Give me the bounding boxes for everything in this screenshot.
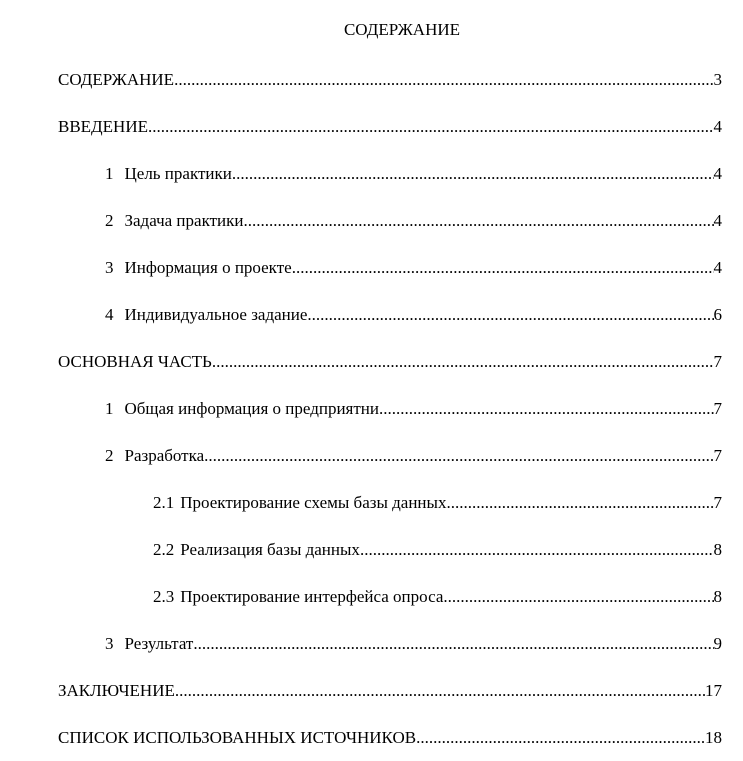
toc-entry-number: 3 xyxy=(105,258,114,278)
toc-entry-page: 8 xyxy=(713,587,722,607)
toc-entry-label: Результат xyxy=(124,634,194,654)
toc-entry-number: 1 xyxy=(105,399,114,419)
toc-entry xyxy=(58,620,722,667)
toc-entry-page: 7 xyxy=(713,493,722,513)
toc-entry-number: 2 xyxy=(105,446,114,466)
toc-entry-page: 4 xyxy=(713,164,722,184)
toc-entry xyxy=(58,197,722,244)
toc-entry-label: Индивидуальное задание xyxy=(124,305,308,325)
toc-entry xyxy=(58,385,722,432)
toc-entry xyxy=(58,526,722,573)
toc-leader-dots xyxy=(193,620,713,667)
toc-entry-label: Информация о проекте xyxy=(124,258,292,278)
toc-list xyxy=(58,56,722,761)
toc-entry xyxy=(58,432,722,479)
toc-entry-page: 4 xyxy=(713,211,722,231)
toc-leader-dots xyxy=(204,432,713,479)
toc-entry-label: СПИСОК ИСПОЛЬЗОВАННЫХ ИСТОЧНИКОВ xyxy=(58,728,417,748)
toc-leader-dots xyxy=(292,244,714,291)
toc-entry-page: 7 xyxy=(713,352,722,372)
toc-leader-dots xyxy=(243,197,713,244)
toc-entry xyxy=(58,291,722,338)
toc-entry-page: 9 xyxy=(713,634,722,654)
toc-entry-label: Реализация базы данных xyxy=(180,540,360,560)
toc-entry-number: 2.3 xyxy=(153,587,175,607)
toc-leader-dots xyxy=(416,714,705,761)
toc-entry-number: 2 xyxy=(105,211,114,231)
toc-entry-number: 2.1 xyxy=(153,493,175,513)
toc-entry xyxy=(58,573,722,620)
toc-entry-number: 3 xyxy=(105,634,114,654)
toc-entry-page: 8 xyxy=(713,540,722,560)
toc-entry xyxy=(58,56,722,103)
toc-leader-dots xyxy=(379,385,714,432)
toc-entry-label: СОДЕРЖАНИЕ xyxy=(58,70,175,90)
toc-leader-dots xyxy=(174,56,713,103)
toc-entry-label: ВВЕДЕНИЕ xyxy=(58,117,148,137)
toc-entry xyxy=(58,150,722,197)
toc-entry-label: Проектирование интерфейса опроса xyxy=(180,587,444,607)
toc-entry-page: 7 xyxy=(713,399,722,419)
toc-entry xyxy=(58,667,722,714)
toc-entry-page: 4 xyxy=(713,117,722,137)
toc-leader-dots xyxy=(360,526,714,573)
toc-entry-label: Общая информация о предприятни xyxy=(124,399,379,419)
toc-entry-number: 4 xyxy=(105,305,114,325)
toc-entry-page: 7 xyxy=(713,446,722,466)
toc-leader-dots xyxy=(175,667,705,714)
toc-entry-label: Разработка xyxy=(124,446,205,466)
page-title: СОДЕРЖАНИЕ xyxy=(343,20,461,40)
toc-entry-page: 17 xyxy=(705,681,722,701)
toc-entry xyxy=(58,244,722,291)
toc-entry-page: 4 xyxy=(713,258,722,278)
toc-entry-label: Проектирование схемы базы данных xyxy=(180,493,447,513)
toc-entry-label: ОСНОВНАЯ ЧАСТЬ xyxy=(58,352,212,372)
toc-entry xyxy=(58,479,722,526)
toc-leader-dots xyxy=(307,291,713,338)
toc-entry-label: Задача практики xyxy=(124,211,244,231)
toc-leader-dots xyxy=(232,150,714,197)
toc-entry-page: 3 xyxy=(713,70,722,90)
toc-entry-number: 1 xyxy=(105,164,114,184)
toc-leader-dots xyxy=(148,103,714,150)
toc-entry-page: 6 xyxy=(713,305,722,325)
toc-leader-dots xyxy=(443,573,713,620)
toc-entry xyxy=(58,103,722,150)
toc-entry-page: 18 xyxy=(705,728,722,748)
toc-entry-label: Цель практики xyxy=(124,164,232,184)
toc-leader-dots xyxy=(446,479,713,526)
toc-entry-label: ЗАКЛЮЧЕНИЕ xyxy=(58,681,175,701)
toc-entry xyxy=(58,714,722,761)
toc-leader-dots xyxy=(212,338,714,385)
toc-entry xyxy=(58,338,722,385)
toc-entry-number: 2.2 xyxy=(153,540,175,560)
